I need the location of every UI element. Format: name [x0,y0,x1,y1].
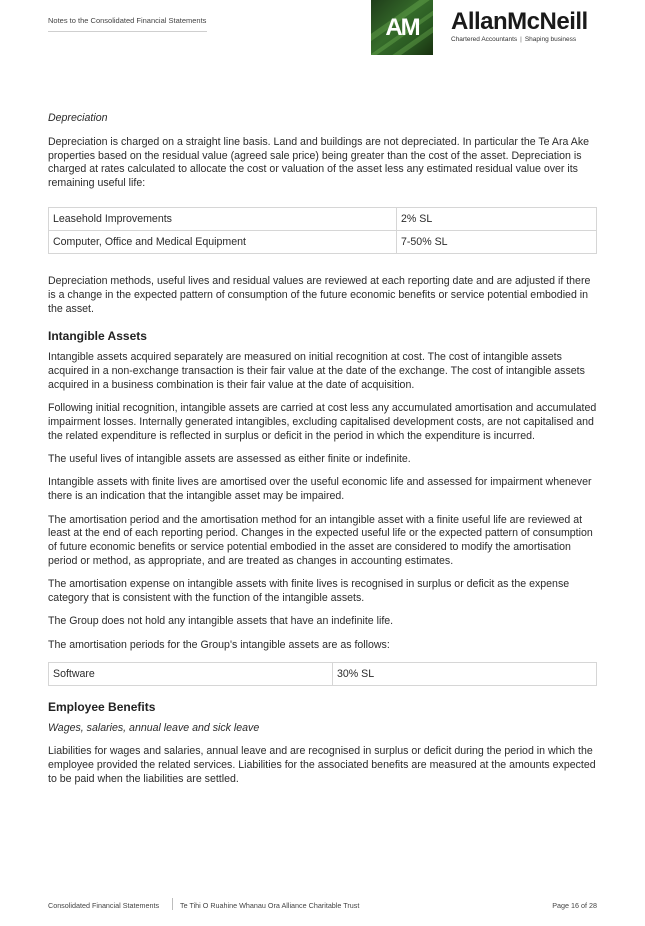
am-logo-mark [371,0,433,55]
footer-divider [172,898,173,910]
depreciation-paragraph-2: Depreciation methods, useful lives and residual values are reviewed at each reporting date and are adjusted if there is a change in the expected pattern of consumption of the future economic benefits or service potential embodied in the asset. [48,274,591,315]
brand-tag-left: Chartered Accountants [451,36,518,43]
intangible-paragraph: The Group does not hold any intangible assets that have an indefinite life. [48,615,394,628]
table-cell-rate: 30% SL [333,662,597,685]
brand-tagline [451,36,576,43]
intangible-assets-heading: Intangible Assets [48,329,147,344]
table-row [49,207,597,230]
intangible-paragraph: The amortisation expense on intangible assets with finite lives is recognised in surplus or deficit as the expense category that is consistent with the function of the intangible assets. [48,578,570,605]
employee-benefits-heading: Employee Benefits [48,699,156,714]
employee-subheading: Wages, salaries, annual leave and sick leave [48,721,260,734]
brand-tag-separator: | [520,36,522,43]
amortisation-rates-table [48,662,597,686]
footer-left: Consolidated Financial Statements [48,901,160,910]
depreciation-heading: Depreciation [48,112,108,124]
brand-name: AllanMcNeill [451,8,588,35]
depreciation-paragraph-1: Depreciation is charged on a straight line basis. Land and buildings are not depreciated. In particular the Te Ara Ake properties based on the residual value (agreed sale price) being greater than the cost of the asset. Depreciation is charged at rates calculated to allocate the cost or valuation of the asset less any estimated residual value over its remaining useful life: [48,135,590,190]
intangible-paragraph: Intangible assets acquired separately are measured on initial recognition at cost. The cost of intangible assets acquired in a non-exchange transaction is their fair value at the date of the exchange. The cost of intangible assets acquired in a business combination is their fair value at the date of acquisition. [48,351,585,391]
depreciation-rates-table [48,207,597,254]
table-row [49,230,597,253]
header-note: Notes to the Consolidated Financial Statements [48,16,207,25]
intangible-paragraph: The amortisation period and the amortisation method for an intangible asset with a finite useful life are reviewed at least at the end of each reporting period. Changes in the expected useful life or the expected pattern of consumption of future economic benefits or service potential embodied in the asset are considered to modify the amortisation period or method, as appropriate, and are treated as changes in accounting estimates. [48,513,593,567]
logo-letters: AM [385,14,419,41]
table-cell-rate: 7-50% SL [397,230,597,253]
brand-tag-right: Shaping business [524,36,577,43]
intangible-paragraph: Intangible assets with finite lives are amortised over the useful economic life and assessed for impairment whenever there is an indication that the intangible asset may be impaired. [48,476,592,503]
intangible-paragraph: The useful lives of intangible assets are assessed as either finite or indefinite. [48,453,411,466]
table-row [49,662,597,685]
footer-trust-name: Te Tihi O Ruahine Whanau Ora Alliance Charitable Trust [180,901,360,910]
table-cell-item: Software [49,662,333,685]
footer-page-number: Page 16 of 28 [552,901,597,910]
table-cell-item: Computer, Office and Medical Equipment [49,230,397,253]
intangible-paragraph: The amortisation periods for the Group's intangible assets are as follows: [48,638,390,651]
employee-paragraph: Liabilities for wages and salaries, annual leave and are recognised in surplus or deficit during the period in which the employee provided the related services. Liabilities for the associated benefits are measured at the amounts expected to be paid when the liabilities are settled. [48,745,596,785]
table-cell-rate: 2% SL [397,207,597,230]
main-content [48,112,597,796]
header-rule [48,31,207,32]
intangible-paragraph: Following initial recognition, intangible assets are carried at cost less any accumulated amortisation and accumulated impairment losses. Internally generated intangibles, excluding capitalised development costs, are not capitalised and the related expenditure is reflected in surplus or deficit in the period in which the expenditure is incurred. [48,402,597,442]
table-cell-item: Leasehold Improvements [49,207,397,230]
